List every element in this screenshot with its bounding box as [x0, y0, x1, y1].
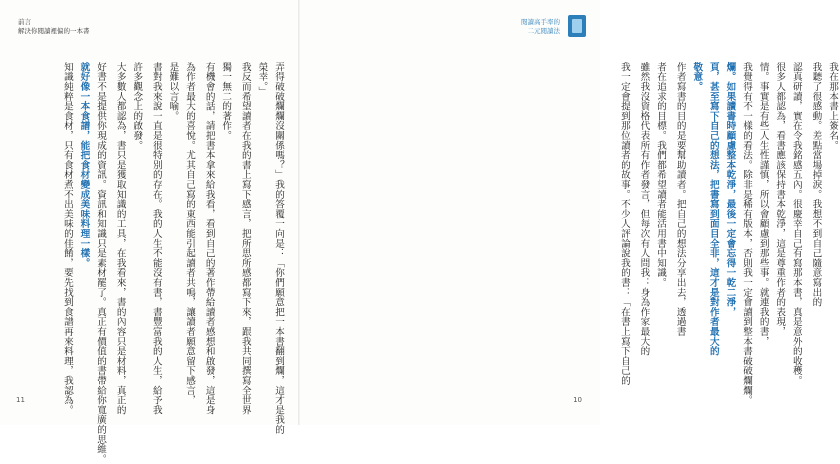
right-text-block [618, 62, 840, 405]
page-number-left: 11 [16, 396, 25, 404]
text-column: 弄得破破爛爛沒關係嗎？」我的答覆一向是：「你們願意把一本書翻到爛，這才是我的 [273, 62, 284, 435]
text-column: 獨一無二的著作。 [220, 62, 232, 141]
text-column: 我一定會提到那位讀者的故事。不少人評論說我的書：「在書上寫下自己的 [618, 62, 630, 386]
text-column: 好書不是提供你現成的資訊。資訊和知識只是素材罷了。真正有價值的書帶給你寬廣的思維。 [95, 62, 107, 464]
right-page [300, 0, 838, 425]
header-chapter: 前言 [18, 18, 31, 26]
text-column: 作者寫書的目的是要幫助讀者。把自己的想法分享出去，透過書 [674, 62, 686, 337]
text-column: 書對我來說一直是很特別的存在。我的人生不能沒有書，書豐富我的人生，給予我 [150, 62, 162, 415]
header-book-title-line1: 閱讀高手率的 [521, 18, 560, 26]
running-header-left [18, 18, 90, 36]
highlighted-text-column: 頁，甚至寫下自己的想法，把書寫到面目全非，這才是對作者最大的 [707, 62, 719, 356]
text-column: 我覺得有不一樣的看法。除非是稀有版本，否則我一定會讀到整本書破破爛爛。 [741, 62, 753, 405]
text-column: 認真研讀，實在令我銘感五內。很慶幸自己有寫那本書，真是意外的收穫。 [790, 62, 802, 386]
left-page [0, 0, 300, 464]
highlighted-text-column: 就好像一本食譜，能把食材變成美味料理一樣。 [78, 62, 90, 268]
text-column: 有機會的話，請把書本拿來給我看，看到自己的著作帶給讀者感想和啟發，這是身 [203, 62, 215, 415]
text-column: 知識純粹是食材，只有食材煮不出美味的佳餚，要先找到食譜再來料理，我認為。 [61, 62, 73, 415]
text-column: 為作者最大的喜悅。尤其自己寫的東西能引起讀者共鳴，讓讀者願意留下感言， [184, 62, 196, 405]
text-column: 我聽了很感動。差點當場掉淚。我想不到自己隨意寫出的 [810, 62, 822, 307]
text-column: 大多數人都認為，書只是獲取知識的工具，在我看來，書的內容只是材料，真正的 [114, 62, 126, 415]
text-column: 榮幸。」 [256, 62, 268, 97]
text-column: 我反而希望讀者在我的書上寫下感言，把所思所感都寫下來，跟我共同撰寫全世界 [239, 62, 251, 415]
text-column: 者在追求的目標。我們都希望讀者能活用書中知識。 [655, 62, 667, 288]
text-column: 我在那本書上簽名。 [827, 62, 838, 151]
book-logo-icon [568, 15, 586, 37]
running-header-right [521, 18, 560, 36]
header-book-title-line2: 二元閱讀法 [527, 27, 560, 35]
text-column: 雖然我沒資格代表所有作者發言，但每次有人問我：身為作家最大的 [638, 62, 650, 356]
page-number-right: 10 [573, 396, 582, 404]
text-column: 情。事實是有些人生性謹慎，所以會顧慮到那些事。就連我的書， [757, 62, 769, 347]
text-column: 許多觀念上的啟發。 [131, 62, 143, 151]
highlighted-text-column: 爛。如果讀書時顧慮整本乾淨，最後一定會忘得一乾二淨， [724, 62, 736, 317]
header-section-title: 解決你閱讀裡偏的一本書 [18, 27, 90, 35]
text-column: 很多人都認為，看書應該保持書本乾淨，這是尊重作者的表現， [774, 62, 786, 337]
highlighted-text-column: 敬意。 [691, 62, 703, 92]
text-column: 是難以言喻。 [167, 62, 179, 121]
